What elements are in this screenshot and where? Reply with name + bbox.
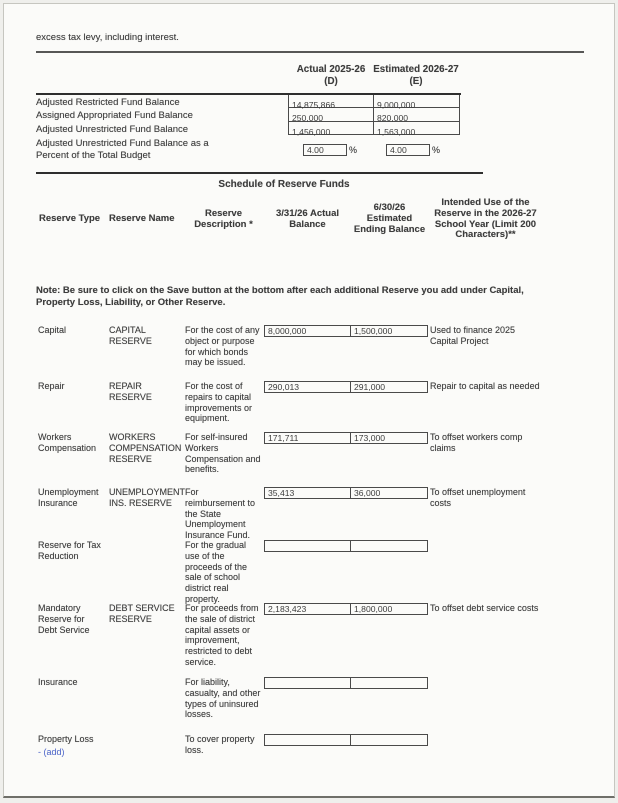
capital-estimated-input[interactable]: [350, 325, 428, 337]
actual-balance-cell: [264, 325, 351, 337]
balance-label: Adjusted Restricted Fund Balance: [36, 97, 180, 108]
reserve-description: For reimbursement to the State Unemployment Insurance Fund.: [185, 487, 256, 541]
scanned-form-page: [3, 3, 615, 798]
balance-cell: [374, 122, 459, 134]
intended-use: To offset workers comp claims: [430, 432, 523, 453]
estimated-balance-cell: [351, 677, 428, 689]
balance-value-table: [288, 95, 460, 135]
reserve-type-label: Property Loss: [38, 734, 94, 744]
property-loss-estimated-input[interactable]: [350, 734, 428, 746]
reserve-type: Mandatory Reserve for Debt Service: [38, 603, 90, 635]
percent-row-label: Adjusted Unrestricted Fund Balance as a Percent of the Total Budget: [36, 138, 209, 161]
column-header-actual-sub: (D): [324, 75, 338, 87]
header-intended-use: Intended Use of the Reserve in the 2026-27 School Year (Limit 200 Characters)**: [434, 197, 537, 241]
add-property-loss-link[interactable]: - (add): [38, 746, 65, 757]
column-header-actual: [288, 64, 374, 87]
reserve-description: To cover property loss.: [185, 734, 255, 755]
header-estimated-balance: 6/30/26 Estimated Ending Balance: [353, 202, 426, 235]
column-header-estimated: [373, 64, 459, 87]
percent-actual-input[interactable]: [303, 144, 347, 156]
balance-cell: [374, 95, 459, 108]
percent-sign-estimated: %: [432, 145, 441, 155]
debt-service-estimated-input[interactable]: [350, 603, 428, 615]
estimated-balance-cell: [351, 381, 428, 393]
intended-use: To offset unemployment costs: [430, 487, 526, 508]
reserve-row-repair: [36, 381, 543, 424]
actual-balance-cell: [264, 603, 351, 615]
reserve-type: Repair: [38, 381, 65, 391]
actual-balance-cell: [264, 677, 351, 689]
reserve-name: UNEMPLOYMENT INS. RESERVE: [109, 487, 185, 508]
column-header-estimated-sub: (E): [409, 75, 423, 87]
reserve-type: Unemployment Insurance: [38, 487, 99, 508]
reserve-name: REPAIR RESERVE: [109, 381, 152, 402]
reserve-description: For self-insured Workers Compensation and benefits.: [185, 432, 261, 475]
reserve-type: Insurance: [38, 677, 78, 687]
balance-cell: [289, 122, 374, 134]
insurance-estimated-input[interactable]: [350, 677, 428, 689]
reserve-row-insurance: [36, 677, 543, 720]
save-note: Note: Be sure to click on the Save button at the bottom after each additional Reserve you add under Capital, Property Loss, Liability, or Other Reserve.: [36, 285, 524, 308]
reserve-description: For the cost of any object or purpose for which bonds may be issued.: [185, 325, 260, 368]
percent-sign-actual: %: [349, 145, 358, 155]
reserve-name: DEBT SERVICE RESERVE: [109, 603, 175, 624]
balance-labels: [36, 96, 193, 136]
divider-top: [36, 51, 584, 53]
actual-balance-cell: [264, 734, 351, 746]
reserve-type: Reserve for Tax Reduction: [38, 540, 101, 561]
workers-comp-estimated-input[interactable]: [350, 432, 428, 444]
header-reserve-name: Reserve Name: [109, 213, 175, 225]
intended-use: To offset debt service costs: [430, 603, 539, 613]
reserve-row-unemployment: [36, 487, 543, 541]
balance-label: Adjusted Unrestricted Fund Balance: [36, 123, 189, 135]
insurance-actual-input[interactable]: [264, 677, 351, 689]
estimated-balance-cell: [351, 540, 428, 552]
reserve-row-debt-service: [36, 603, 543, 668]
tax-reduction-actual-input[interactable]: [264, 540, 351, 552]
reserve-description: For the cost of repairs to capital improvements or equipment.: [185, 381, 253, 424]
reserve-row-tax-reduction: [36, 540, 543, 605]
balance-cell: [289, 108, 374, 121]
capital-actual-input[interactable]: [264, 325, 351, 337]
unemployment-estimated-input[interactable]: [350, 487, 428, 499]
divider-heavy-2: [36, 172, 483, 174]
balance-cell: [374, 108, 459, 121]
header-reserve-type: Reserve Type: [39, 213, 101, 225]
workers-comp-actual-input[interactable]: [264, 432, 351, 444]
balance-label: Assigned Appropriated Fund Balance: [36, 110, 193, 122]
intended-use: Repair to capital as needed: [430, 381, 540, 391]
actual-balance-cell: [264, 381, 351, 393]
header-reserve-description: Reserve Description *: [194, 207, 253, 230]
actual-balance-cell: [264, 487, 351, 499]
property-loss-actual-input[interactable]: [264, 734, 351, 746]
reserve-name: CAPITAL RESERVE: [109, 325, 152, 346]
repair-estimated-input[interactable]: [350, 381, 428, 393]
column-header-actual-title: Actual 2025-26: [296, 64, 366, 75]
reserve-name: WORKERS COMPENSATION RESERVE: [109, 432, 182, 464]
estimated-balance-cell: [351, 734, 428, 746]
estimated-balance-cell: [351, 432, 428, 444]
estimated-balance-cell: [351, 325, 428, 337]
actual-balance-cell: [264, 432, 351, 444]
debt-service-actual-input[interactable]: [264, 603, 351, 615]
header-actual-balance: 3/31/26 Actual Balance: [275, 207, 340, 230]
reserve-row-capital: [36, 325, 543, 368]
unrestricted-actual-input[interactable]: [289, 126, 373, 138]
reserve-row-property-loss: [36, 734, 543, 758]
percent-estimated-input[interactable]: [386, 144, 430, 156]
actual-balance-cell: [264, 540, 351, 552]
section-title: Schedule of Reserve Funds: [218, 179, 350, 190]
reserve-type: [36, 734, 106, 758]
intro-text: excess tax levy, including interest.: [36, 32, 179, 43]
repair-actual-input[interactable]: [264, 381, 351, 393]
reserve-description: For liability, casualty, and other types of uninsured losses.: [185, 677, 261, 720]
intended-use: Used to finance 2025 Capital Project: [430, 325, 516, 346]
column-header-estimated-title: Estimated 2026-27: [373, 64, 459, 75]
reserve-description: For proceeds from the sale of district capital assets or improvement, restricted to debt service.: [185, 603, 259, 667]
reserve-type: Capital: [38, 325, 67, 335]
reserve-row-workers-comp: [36, 432, 543, 475]
unemployment-actual-input[interactable]: [264, 487, 351, 499]
reserve-description: For the gradual use of the proceeds of the sale of school district real property.: [185, 540, 248, 604]
tax-reduction-estimated-input[interactable]: [350, 540, 428, 552]
reserve-type: Workers Compensation: [38, 432, 97, 453]
unrestricted-estimated-input[interactable]: [374, 126, 459, 138]
estimated-balance-cell: [351, 603, 428, 615]
reserve-table-header: [36, 198, 543, 241]
estimated-balance-cell: [351, 487, 428, 499]
balance-cell: [289, 95, 374, 108]
